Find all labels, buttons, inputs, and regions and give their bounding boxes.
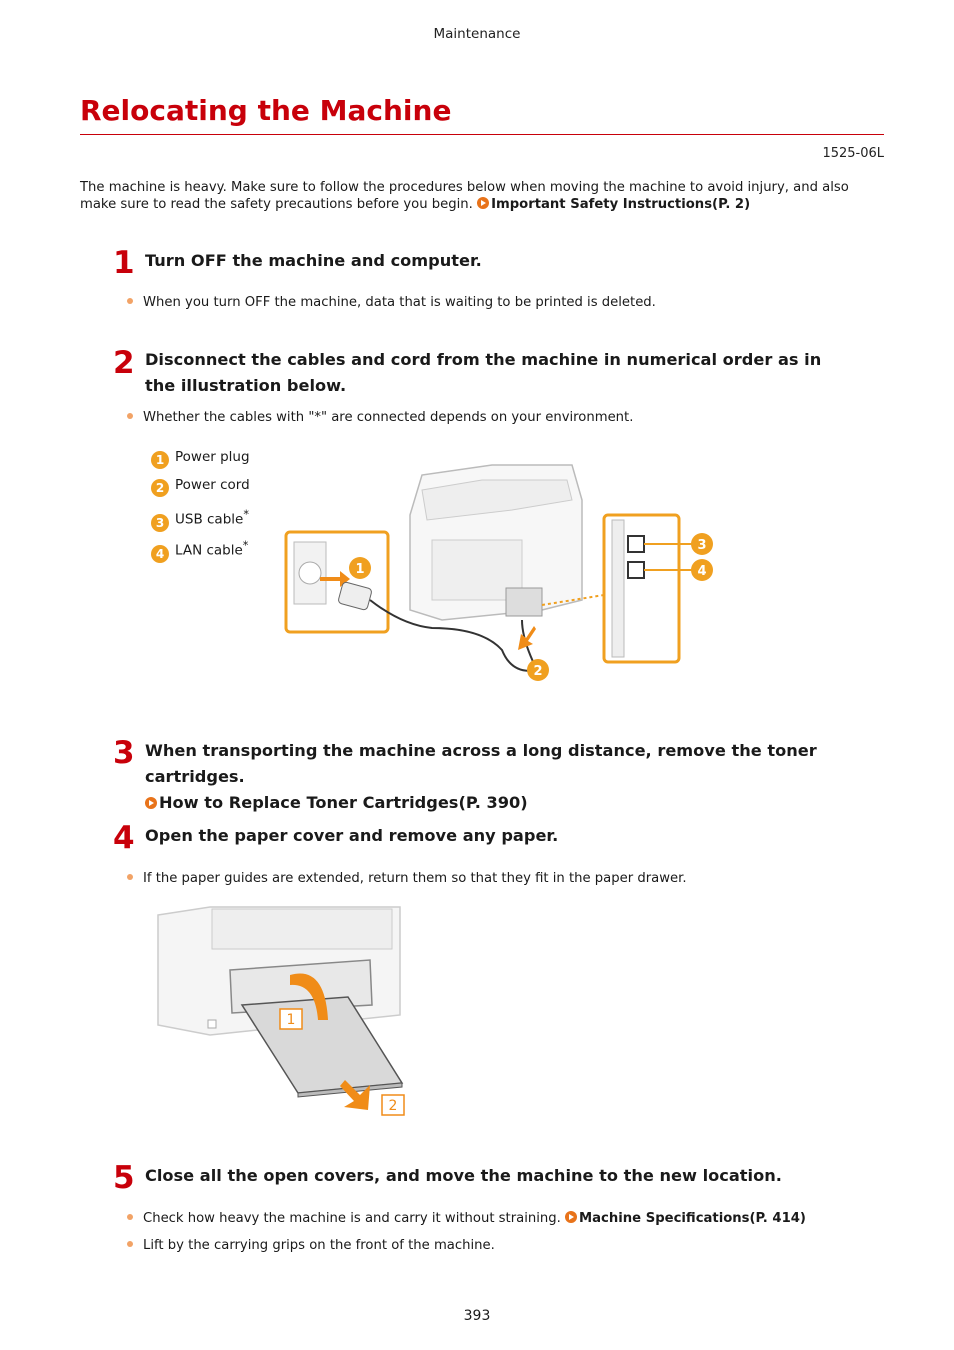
safety-instructions-link[interactable]: Important Safety Instructions(P. 2) — [477, 197, 750, 212]
step-5-bullet-1: Check how heavy the machine is and carry it without straining. Machine Specifications(P. 414) — [127, 1210, 806, 1227]
bullet-dot-icon — [127, 874, 133, 880]
step-5-bullet-2: Lift by the carrying grips on the front of the machine. — [127, 1237, 495, 1254]
intro-paragraph — [80, 179, 880, 213]
legend-item-power-plug: 1 Power plug — [151, 448, 250, 469]
disconnect-cables-illustration — [282, 460, 722, 685]
svg-text:4: 4 — [697, 564, 707, 579]
bullet-dot-icon — [127, 413, 133, 419]
number-badge-icon: 4 — [151, 545, 169, 563]
toner-cartridges-link[interactable]: How to Replace Toner Cartridges(P. 390) — [145, 790, 885, 816]
title-divider — [80, 134, 884, 135]
svg-text:3: 3 — [697, 538, 707, 553]
remove-paper-illustration — [150, 905, 412, 1120]
step-text-4: Open the paper cover and remove any paper. — [145, 826, 559, 845]
step-text-1: Turn OFF the machine and computer. — [145, 251, 482, 270]
page-title: Relocating the Machine — [80, 94, 452, 127]
bullet-dot-icon — [127, 1214, 133, 1220]
legend-item-usb-cable: 3 USB cable* — [151, 506, 249, 532]
bullet-dot-icon — [127, 1241, 133, 1247]
document-id: 1525-06L — [822, 146, 884, 161]
bullet-dot-icon — [127, 298, 133, 304]
page-number: 393 — [463, 1308, 491, 1324]
running-header: Maintenance — [433, 26, 521, 42]
svg-text:2: 2 — [533, 664, 543, 679]
link-arrow-icon — [145, 797, 157, 809]
step-text-3: When transporting the machine across a long distance, remove the toner cartridges. How to Replace Toner Cartridges(P. 390) — [145, 738, 885, 816]
number-badge-icon: 2 — [151, 479, 169, 497]
step-text-5: Close all the open covers, and move the machine to the new location. — [145, 1166, 782, 1185]
step-number-1: 1 — [113, 245, 135, 281]
machine-specifications-link[interactable]: Machine Specifications(P. 414) — [565, 1211, 806, 1226]
step-number-2: 2 — [113, 345, 135, 381]
svg-text:1: 1 — [355, 562, 365, 577]
intro-text: The machine is heavy. Make sure to follow the procedures below when moving the machine to avoid injury, and also make sure to read the safety precautions before you begin. — [80, 180, 849, 212]
step-4-bullet: If the paper guides are extended, return them so that they fit in the paper drawer. — [127, 870, 687, 887]
step-text-2: Disconnect the cables and cord from the machine in numerical order as in the illustration below. — [145, 350, 822, 395]
number-badge-icon: 3 — [151, 514, 169, 532]
svg-text:2: 2 — [388, 1098, 398, 1114]
svg-text:1: 1 — [286, 1012, 296, 1028]
link-arrow-icon — [477, 197, 489, 209]
step-number-3: 3 — [113, 735, 135, 771]
legend-item-power-cord: 2 Power cord — [151, 476, 250, 497]
legend-item-lan-cable: 4 LAN cable* — [151, 537, 248, 563]
link-arrow-icon — [565, 1211, 577, 1223]
step-2-bullet: Whether the cables with "*" are connected depends on your environment. — [127, 409, 633, 426]
step-1-bullet: When you turn OFF the machine, data that is waiting to be printed is deleted. — [127, 294, 656, 311]
step-number-5: 5 — [113, 1160, 135, 1196]
step-number-4: 4 — [113, 820, 135, 856]
number-badge-icon: 1 — [151, 451, 169, 469]
